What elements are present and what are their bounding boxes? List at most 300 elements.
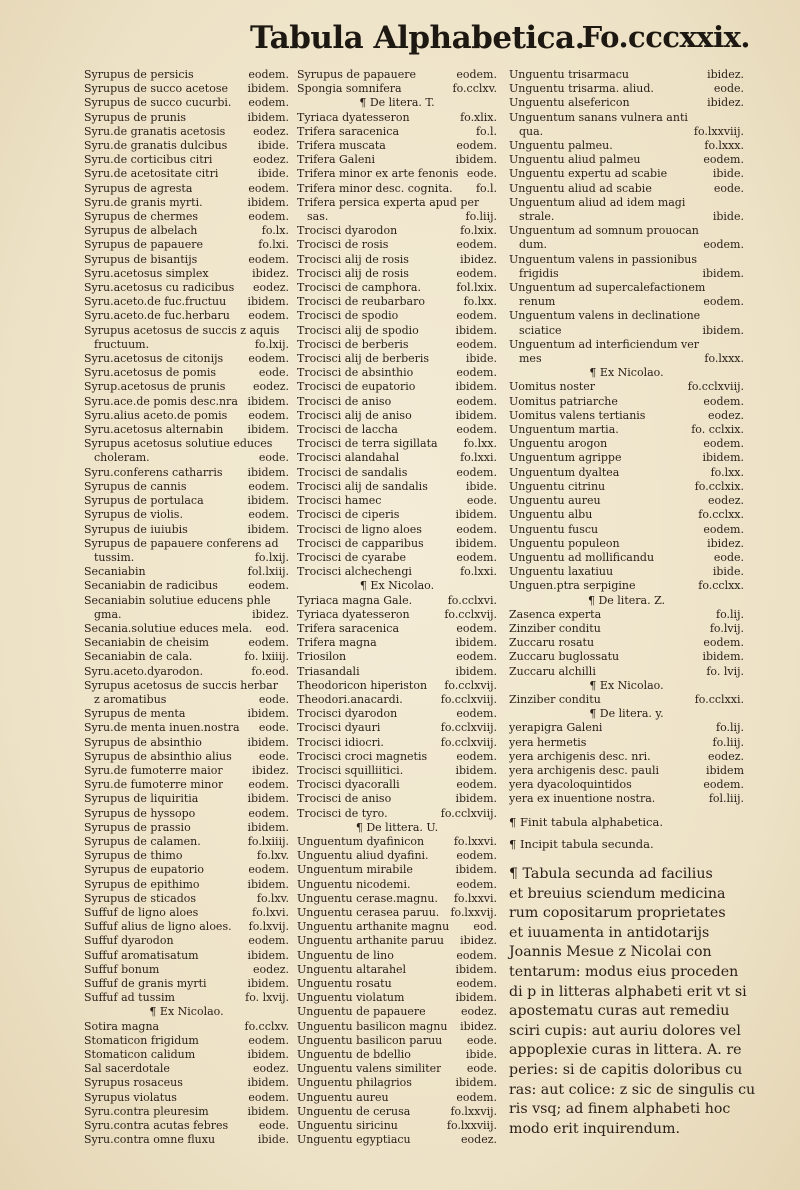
index-entry: [297, 238, 497, 252]
entry-reference: fo.lxv.: [256, 849, 289, 863]
entry-title: Unguentu de cerusa: [297, 1104, 411, 1118]
section-heading: ¶ De litera. Z.: [587, 593, 666, 607]
index-entry: [84, 1119, 289, 1133]
entry-title: Syrupus de papauere conferens ad: [84, 536, 279, 550]
entry-title: Trocisci de aniso: [297, 792, 392, 806]
index-entry: [84, 338, 289, 352]
index-entry: [297, 253, 497, 267]
index-entry: [509, 224, 744, 238]
entry-reference: eodem.: [248, 1090, 289, 1104]
entry-reference: ibide.: [465, 1048, 497, 1062]
index-entry: [509, 82, 744, 96]
entry-title: Unguentum dyafinicon: [297, 834, 425, 848]
entry-reference: fo. lvij.: [706, 664, 744, 678]
index-entry: [297, 508, 497, 522]
entry-title: Unguentum valens in passionibus: [509, 252, 698, 266]
entry-reference: ibidez.: [252, 763, 289, 777]
entry-reference: fo.xlix.: [460, 110, 497, 124]
index-entry: [297, 1091, 497, 1105]
entry-title: Unguentu aliud ad scabie: [509, 181, 652, 195]
entry-reference: fo.lxv.: [256, 891, 289, 905]
index-entry: [509, 182, 744, 196]
entry-title: Unguentu nicodemi.: [297, 877, 411, 891]
index-entry: [84, 608, 289, 622]
entry-reference: eodem.: [456, 707, 497, 721]
entry-title: mes: [519, 352, 542, 366]
entry-reference: fo.lij.: [716, 721, 744, 735]
entry-reference: ibidem.: [702, 650, 744, 664]
index-entry: [509, 409, 744, 423]
entry-title: Syrupus de albelach: [84, 224, 198, 238]
index-entry: [84, 523, 289, 537]
index-entry: [509, 537, 744, 551]
entry-reference: eodez.: [253, 962, 289, 976]
entry-title: yera dyacoloquintidos: [509, 778, 632, 792]
index-column-1: [84, 68, 289, 1147]
index-entry: [509, 238, 744, 252]
entry-reference: eode.: [466, 167, 497, 181]
entry-reference: fol.lxiij.: [247, 565, 289, 579]
entry-title: Trocisci alandahal: [297, 451, 400, 465]
section-heading: ¶ Ex Nicolao.: [589, 678, 664, 692]
section-heading: ¶ Ex Nicolao.: [149, 1005, 224, 1019]
index-entry: [509, 579, 744, 593]
index-entry: [297, 807, 497, 821]
index-entry: [84, 111, 289, 125]
entry-title: Unguentu cerasea paruu.: [297, 905, 440, 919]
entry-reference: ibide.: [712, 210, 744, 224]
index-entry: [84, 395, 289, 409]
entry-reference: eodem.: [703, 522, 744, 536]
entry-title: Unguentum agrippe: [509, 451, 622, 465]
entry-reference: eodem.: [248, 863, 289, 877]
index-entry: [84, 693, 289, 707]
entry-reference: eodem.: [703, 295, 744, 309]
entry-title: Trocisci de tyro.: [297, 806, 388, 820]
entry-title: Syrupus acetosus solutiue educes: [84, 437, 273, 451]
entry-reference: eodem.: [456, 1090, 497, 1104]
entry-reference: ibidez.: [460, 252, 497, 266]
entry-title: Uomitus patriarche: [509, 394, 618, 408]
entry-title: Unguentu aureu: [509, 494, 601, 508]
entry-title: Unguentu laxatiuu: [509, 565, 614, 579]
page-header: [250, 20, 750, 60]
entry-reference: eodem.: [248, 96, 289, 110]
index-entry: [297, 693, 497, 707]
index-entry: [297, 380, 497, 394]
entry-title: Unguentu cerase.magnu.: [297, 891, 438, 905]
entry-title: Syru.acetosus simplex: [84, 266, 209, 280]
entry-reference: eodem.: [456, 778, 497, 792]
index-entry: [509, 636, 744, 650]
entry-title: Syrupus de calamen.: [84, 834, 201, 848]
index-entry: [84, 821, 289, 835]
index-entry: [297, 679, 497, 693]
entry-reference: eodem.: [703, 153, 744, 167]
entry-title: Unguentu aureu: [297, 1090, 389, 1104]
entry-title: Uomitus valens tertianis: [509, 408, 646, 422]
entry-title: Syrupus de prassio: [84, 820, 191, 834]
entry-title: Stomaticon frigidum: [84, 1033, 199, 1047]
index-entry: [509, 622, 744, 636]
entry-title: fructuum.: [94, 337, 150, 351]
index-entry: [297, 111, 497, 125]
entry-reference: eodem.: [456, 139, 497, 153]
entry-title: Syrupus de papauere: [297, 68, 416, 81]
entry-reference: ibidez.: [707, 536, 744, 550]
entry-reference: ibidem.: [247, 1048, 289, 1062]
entry-reference: ibidem.: [455, 664, 497, 678]
entry-reference: ibidem.: [455, 153, 497, 167]
entry-title: yera archigenis desc. nri.: [509, 749, 651, 763]
entry-title: Unguentu valens similiter: [297, 1062, 442, 1076]
entry-title: strale.: [519, 210, 555, 224]
index-entry: [84, 551, 289, 565]
entry-title: Syrupus de succo cucurbi.: [84, 96, 232, 110]
entry-title: Zinziber conditu: [509, 621, 601, 635]
entry-reference: ibide.: [712, 167, 744, 181]
index-entry: [509, 324, 744, 338]
index-entry: [509, 565, 744, 579]
index-entry: [84, 863, 289, 877]
entry-reference: fo.cclxv.: [244, 1019, 289, 1033]
index-entry: [84, 807, 289, 821]
entry-title: qua.: [519, 124, 544, 138]
index-entry: [84, 437, 289, 451]
index-entry: [509, 494, 744, 508]
entry-reference: fo.lxxi.: [460, 451, 497, 465]
index-entry: [84, 210, 289, 224]
entry-reference: eodez.: [708, 408, 744, 422]
entry-reference: eode.: [258, 721, 289, 735]
entry-title: Syru.acetosus de citonijs: [84, 352, 224, 366]
entry-title: Trocisci alij de aniso: [297, 408, 412, 422]
index-entry: [297, 1020, 497, 1034]
entry-reference: fo.lxxx.: [704, 139, 744, 153]
entry-title: Syrupus de chermes: [84, 210, 199, 224]
index-entry: [297, 466, 497, 480]
index-entry: [509, 380, 744, 394]
entry-title: Unguentu aliud dyafini.: [297, 849, 429, 863]
entry-title: Unguentu aliud palmeu: [509, 153, 641, 167]
entry-title: Syru.alius aceto.de pomis: [84, 408, 228, 422]
entry-reference: fo.liij.: [465, 210, 497, 224]
index-entry: [297, 182, 497, 196]
index-entry: [509, 551, 744, 565]
entry-reference: fo. cclxix.: [691, 423, 744, 437]
entry-title: Syru.de granis myrti.: [84, 195, 203, 209]
entry-title: Unguentu basilicon paruu: [297, 1033, 443, 1047]
index-entry: [84, 849, 289, 863]
entry-reference: fo.lxxviij.: [446, 1119, 497, 1133]
entry-reference: eodem.: [456, 366, 497, 380]
index-entry: [84, 295, 289, 309]
index-entry: [297, 622, 497, 636]
entry-reference: eodez.: [461, 1133, 497, 1147]
entry-title: Syrupus rosaceus: [84, 1076, 183, 1090]
entry-title: Unguentu siricinu: [297, 1119, 398, 1133]
entry-title: Trocisci de sandalis: [297, 465, 408, 479]
index-entry: [84, 139, 289, 153]
index-entry: [509, 736, 744, 750]
index-entry: [84, 736, 289, 750]
entry-title: Syru.aceto.dyarodon.: [84, 664, 204, 678]
intro-line: ris vsq; ad finem alphabeti hoc: [509, 1101, 731, 1118]
index-entry: [84, 494, 289, 508]
entry-title: Unguentu de bdellio: [297, 1048, 411, 1062]
index-entry: [297, 764, 497, 778]
index-entry: [84, 182, 289, 196]
index-entry: [84, 1105, 289, 1119]
entry-reference: ibidem.: [455, 508, 497, 522]
index-entry: [297, 1119, 497, 1133]
entry-reference: eodez.: [253, 380, 289, 394]
index-entry: [509, 196, 744, 210]
entry-reference: fo.cclxxi.: [694, 692, 744, 706]
entry-reference: fo.lxxvij.: [450, 905, 497, 919]
entry-reference: ibide.: [465, 352, 497, 366]
entry-title: Trocisci dyacoralli: [297, 778, 400, 792]
entry-title: Suffuf aromatisatum: [84, 948, 199, 962]
entry-reference: fo.lxxviij.: [693, 124, 744, 138]
index-entry: [509, 764, 744, 778]
index-entry: [297, 665, 497, 679]
entry-reference: ibide.: [465, 479, 497, 493]
index-entry: [84, 792, 289, 806]
entry-reference: fo.lxx.: [463, 437, 497, 451]
index-entry: [297, 636, 497, 650]
entry-reference: fo.l.: [475, 181, 497, 195]
entry-reference: fo.cclxviij.: [687, 380, 744, 394]
index-entry: [509, 309, 744, 323]
entry-reference: eodez.: [708, 494, 744, 508]
index-entry: [297, 523, 497, 537]
index-entry: [84, 409, 289, 423]
entry-title: Tyriaca dyatesseron: [297, 110, 410, 124]
entry-reference: ibidem.: [455, 1076, 497, 1090]
entry-reference: eodez.: [253, 1062, 289, 1076]
second-table-intro: [509, 865, 756, 1139]
entry-title: sas.: [307, 210, 329, 224]
entry-reference: ibidem.: [247, 494, 289, 508]
entry-title: Unguentum ad interficiendum ver: [509, 337, 700, 351]
entry-reference: fo.cclxvij.: [444, 678, 497, 692]
entry-title: Unguentu trisarmacu: [509, 68, 629, 81]
entry-title: Syrupus de hyssopo: [84, 806, 196, 820]
entry-reference: ibidem.: [702, 451, 744, 465]
entry-reference: eodem.: [248, 181, 289, 195]
index-entry: [297, 991, 497, 1005]
entry-title: Syru.contra pleuresim: [84, 1104, 209, 1118]
entry-title: Unguentum valens in declinatione: [509, 309, 701, 323]
entry-title: Syrupus de violis.: [84, 508, 183, 522]
index-entry: [297, 338, 497, 352]
index-entry: [84, 366, 289, 380]
entry-reference: eodem.: [248, 579, 289, 593]
index-entry: [297, 210, 497, 224]
index-entry: [297, 68, 497, 82]
entry-reference: ibidem.: [247, 195, 289, 209]
index-entry: [297, 863, 497, 877]
entry-title: Trocisci dyarodon: [297, 707, 398, 721]
entry-reference: eode.: [713, 82, 744, 96]
index-entry: [297, 153, 497, 167]
index-entry: [509, 480, 744, 494]
entry-title: Syrupus de cannis: [84, 479, 187, 493]
entry-title: Syru.aceto.de fuc.herbaru: [84, 309, 230, 323]
index-entry: [84, 622, 289, 636]
intro-line: ¶ Tabula secunda ad facilius: [509, 865, 713, 882]
entry-reference: eodem.: [456, 749, 497, 763]
index-entry: [297, 878, 497, 892]
entry-title: frigidis: [519, 266, 559, 280]
entry-title: Trocisci de cyarabe: [297, 550, 407, 564]
index-entry: [84, 650, 289, 664]
entry-title: Unguentum sanans vulnera anti: [509, 110, 688, 124]
entry-title: sciatice: [519, 323, 562, 337]
index-entry: [84, 281, 289, 295]
entry-title: Unguentu de papauere: [297, 1005, 426, 1019]
intro-line: ras: aut colice: z sic de singulis cu: [509, 1081, 756, 1098]
entry-reference: ibidez.: [460, 1019, 497, 1033]
index-entry: [297, 395, 497, 409]
entry-title: Tyriaca magna Gale.: [297, 593, 413, 607]
entry-title: Syru.contra omne fluxu: [84, 1133, 216, 1147]
entry-title: Unguentu de lino: [297, 948, 394, 962]
entry-reference: ibidem.: [247, 82, 289, 96]
section-heading: ¶ Ex Nicolao.: [589, 366, 664, 380]
intro-line: Joannis Mesue z Nicolai con: [509, 944, 712, 961]
entry-title: Trocisci alij de rosis: [297, 252, 409, 266]
index-entry: [297, 565, 497, 579]
entry-title: Unguentu violatum: [297, 991, 405, 1005]
index-entry: [509, 111, 744, 125]
index-entry: [84, 764, 289, 778]
entry-reference: fo.cclxviij.: [440, 735, 497, 749]
entry-title: Trifera Galeni: [297, 153, 375, 167]
entry-title: Syrupus de agresta: [84, 181, 193, 195]
entry-title: Syrupus de absinthio: [84, 735, 202, 749]
intro-line: et iuuamenta in antidotarijs: [509, 924, 710, 941]
index-entry: [84, 1133, 289, 1147]
entry-title: Syrupus acetosus de succis herbar: [84, 678, 278, 692]
index-entry: [509, 721, 744, 735]
index-entry: [509, 523, 744, 537]
entry-title: Trocisci de camphora.: [297, 281, 421, 295]
index-entry: [84, 934, 289, 948]
entry-title: Syrupus de eupatorio: [84, 863, 205, 877]
index-entry: [509, 338, 744, 352]
entry-title: Trifera muscata: [297, 139, 386, 153]
entry-title: yera hermetis: [509, 735, 587, 749]
entry-reference: ibidem.: [247, 735, 289, 749]
index-entry: [297, 1048, 497, 1062]
running-title: Tabula Alphabetica.: [250, 20, 585, 56]
index-entry: [509, 139, 744, 153]
index-entry: [84, 238, 289, 252]
incipit-line: ¶ Incipit tabula secunda.: [509, 836, 654, 851]
index-entry: [509, 665, 744, 679]
entry-title: Syru.de fumoterre minor: [84, 778, 224, 792]
entry-title: Syrup.acetosus de prunis: [84, 380, 226, 394]
entry-title: Suffuf dyarodon: [84, 934, 174, 948]
entry-title: Unguentum ad supercalefactionem: [509, 281, 706, 295]
entry-title: Trocisci alij de sandalis: [297, 479, 428, 493]
entry-reference: eodem.: [703, 238, 744, 252]
entry-reference: eodem.: [703, 636, 744, 650]
entry-reference: eodez.: [253, 124, 289, 138]
entry-title: choleram.: [94, 451, 150, 465]
entry-reference: eodem.: [456, 68, 497, 81]
entry-reference: ibidem.: [247, 295, 289, 309]
index-entry: [84, 721, 289, 735]
entry-title: Theodori.anacardi.: [297, 692, 403, 706]
entry-reference: eode.: [466, 1033, 497, 1047]
entry-title: Unguentum mirabile: [297, 863, 413, 877]
entry-reference: eodem.: [456, 650, 497, 664]
entry-title: Trocisci de ciperis: [297, 508, 400, 522]
entry-title: Unguentu fuscu: [509, 522, 599, 536]
entry-reference: eode.: [258, 1119, 289, 1133]
folio-number: Fo.cccxxix.: [581, 20, 750, 54]
entry-reference: eodem.: [248, 1033, 289, 1047]
entry-title: Syru.de acetositate citri: [84, 167, 219, 181]
entry-reference: fol.liij.: [708, 792, 744, 806]
entry-title: Syrupus acetosus de succis z aquis: [84, 323, 280, 337]
index-entry: [509, 281, 744, 295]
index-entry: [509, 508, 744, 522]
entry-reference: fo.l.: [475, 124, 497, 138]
entry-reference: ibidem.: [455, 636, 497, 650]
entry-title: Trocisci alij de rosis: [297, 266, 409, 280]
entry-title: Trifera saracenica: [297, 124, 400, 138]
index-entry: [509, 267, 744, 281]
entry-reference: ibidem.: [247, 110, 289, 124]
entry-reference: eodem.: [248, 210, 289, 224]
index-entry: [84, 253, 289, 267]
index-entry: [297, 892, 497, 906]
entry-reference: ibidem.: [247, 423, 289, 437]
index-entry: [297, 139, 497, 153]
entry-title: Suffuf ad tussim: [84, 991, 175, 1005]
entry-title: Trocisci hamec: [297, 494, 382, 508]
index-entry: [84, 466, 289, 480]
index-entry: [84, 835, 289, 849]
entry-reference: eodem.: [248, 636, 289, 650]
entry-reference: ibide.: [257, 1133, 289, 1147]
entry-title: Uomitus noster: [509, 380, 596, 394]
entry-title: Unguentu philagrios: [297, 1076, 412, 1090]
entry-reference: fo.cclxx.: [698, 579, 744, 593]
entry-reference: fo. lxvij.: [245, 991, 289, 1005]
entry-title: dum.: [519, 238, 548, 252]
index-entry: [297, 949, 497, 963]
entry-title: Trifera persica experta apud per: [297, 195, 480, 209]
index-entry: [509, 153, 744, 167]
entry-title: Trocisci de ligno aloes: [297, 522, 422, 536]
entry-reference: ibidem.: [455, 792, 497, 806]
index-entry: [297, 494, 497, 508]
entry-reference: ibidem.: [247, 522, 289, 536]
index-entry: [297, 778, 497, 792]
index-entry: [84, 352, 289, 366]
index-entry: [297, 1133, 497, 1147]
index-entry: [297, 977, 497, 991]
entry-reference: eod.: [265, 621, 289, 635]
entry-reference: fo.lx.: [261, 224, 289, 238]
entry-reference: eodez.: [253, 153, 289, 167]
index-entry: [297, 324, 497, 338]
